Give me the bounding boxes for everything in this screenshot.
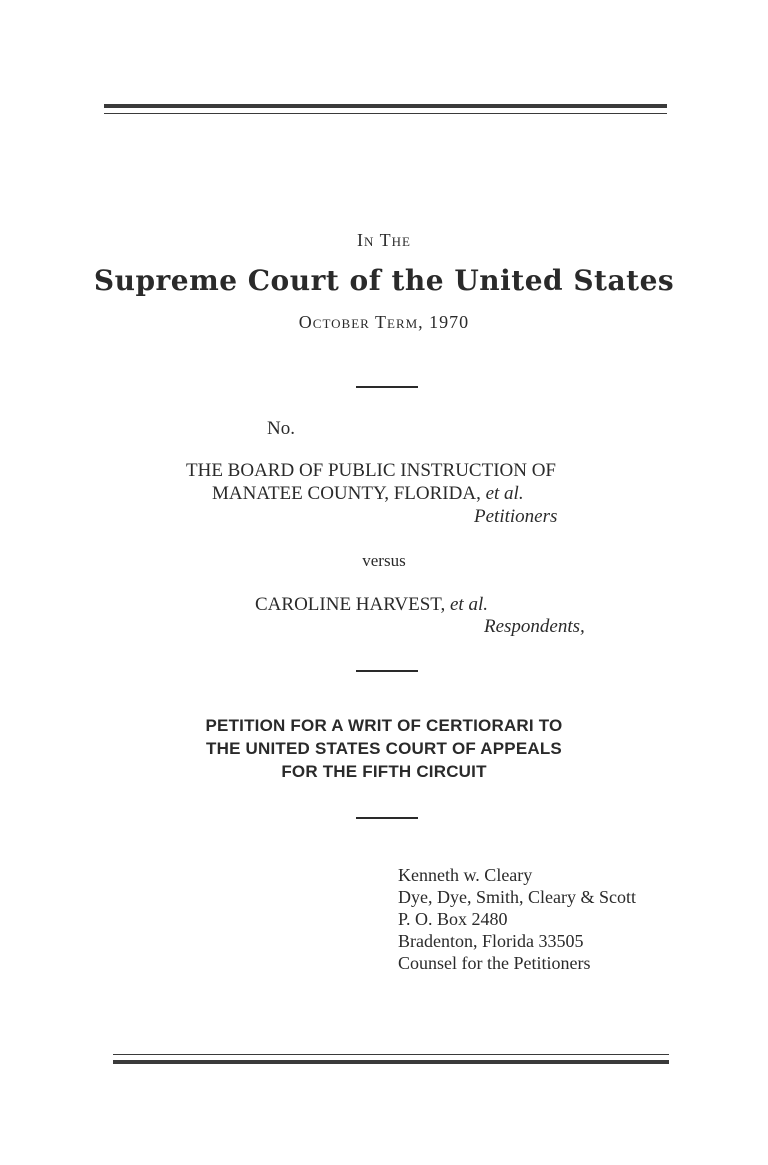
respondent-name: CAROLINE HARVEST, [255,594,446,615]
court-name-heading: Supreme Court of the United States [93,264,675,297]
petitioner-line-1: THE BOARD OF PUBLIC INSTRUCTION OF [186,460,556,481]
term-heading: October Term, 1970 [298,312,470,332]
counsel-firm: Dye, Dye, Smith, Cleary & Scott [398,887,636,907]
divider-rule-1 [356,386,418,388]
divider-rule-3 [356,817,418,819]
counsel-po-box: P. O. Box 2480 [398,909,508,929]
bottom-rule-thick [113,1060,669,1064]
petition-line-3: FOR THE FIFTH CIRCUIT [281,762,487,781]
petitioner-role: Petitioners [474,506,558,527]
counsel-name: Kenneth w. Cleary [398,865,533,885]
versus-label: versus [362,551,406,570]
divider-rule-2 [356,670,418,672]
respondent-role: Respondents, [484,616,585,637]
counsel-role: Counsel for the Petitioners [398,953,591,973]
respondent-etal: et al. [449,594,488,615]
petition-line-1: PETITION FOR A WRIT OF CERTIORARI TO [205,716,563,735]
case-number-label: No. [267,418,295,439]
counsel-block [398,864,636,974]
petitioner-line-2 [212,483,524,505]
counsel-city: Bradenton, Florida 33505 [398,931,584,951]
petitioner-line-2-text: MANATEE COUNTY, FLORIDA, [212,483,481,504]
top-rule-thick [104,104,667,108]
in-the-heading: In The [357,230,411,250]
bottom-rule-thin [113,1054,669,1055]
respondent-line [255,594,488,616]
top-rule-thin [104,113,667,114]
petitioner-etal: et al. [485,483,524,504]
petition-line-2: THE UNITED STATES COURT OF APPEALS [206,739,562,758]
